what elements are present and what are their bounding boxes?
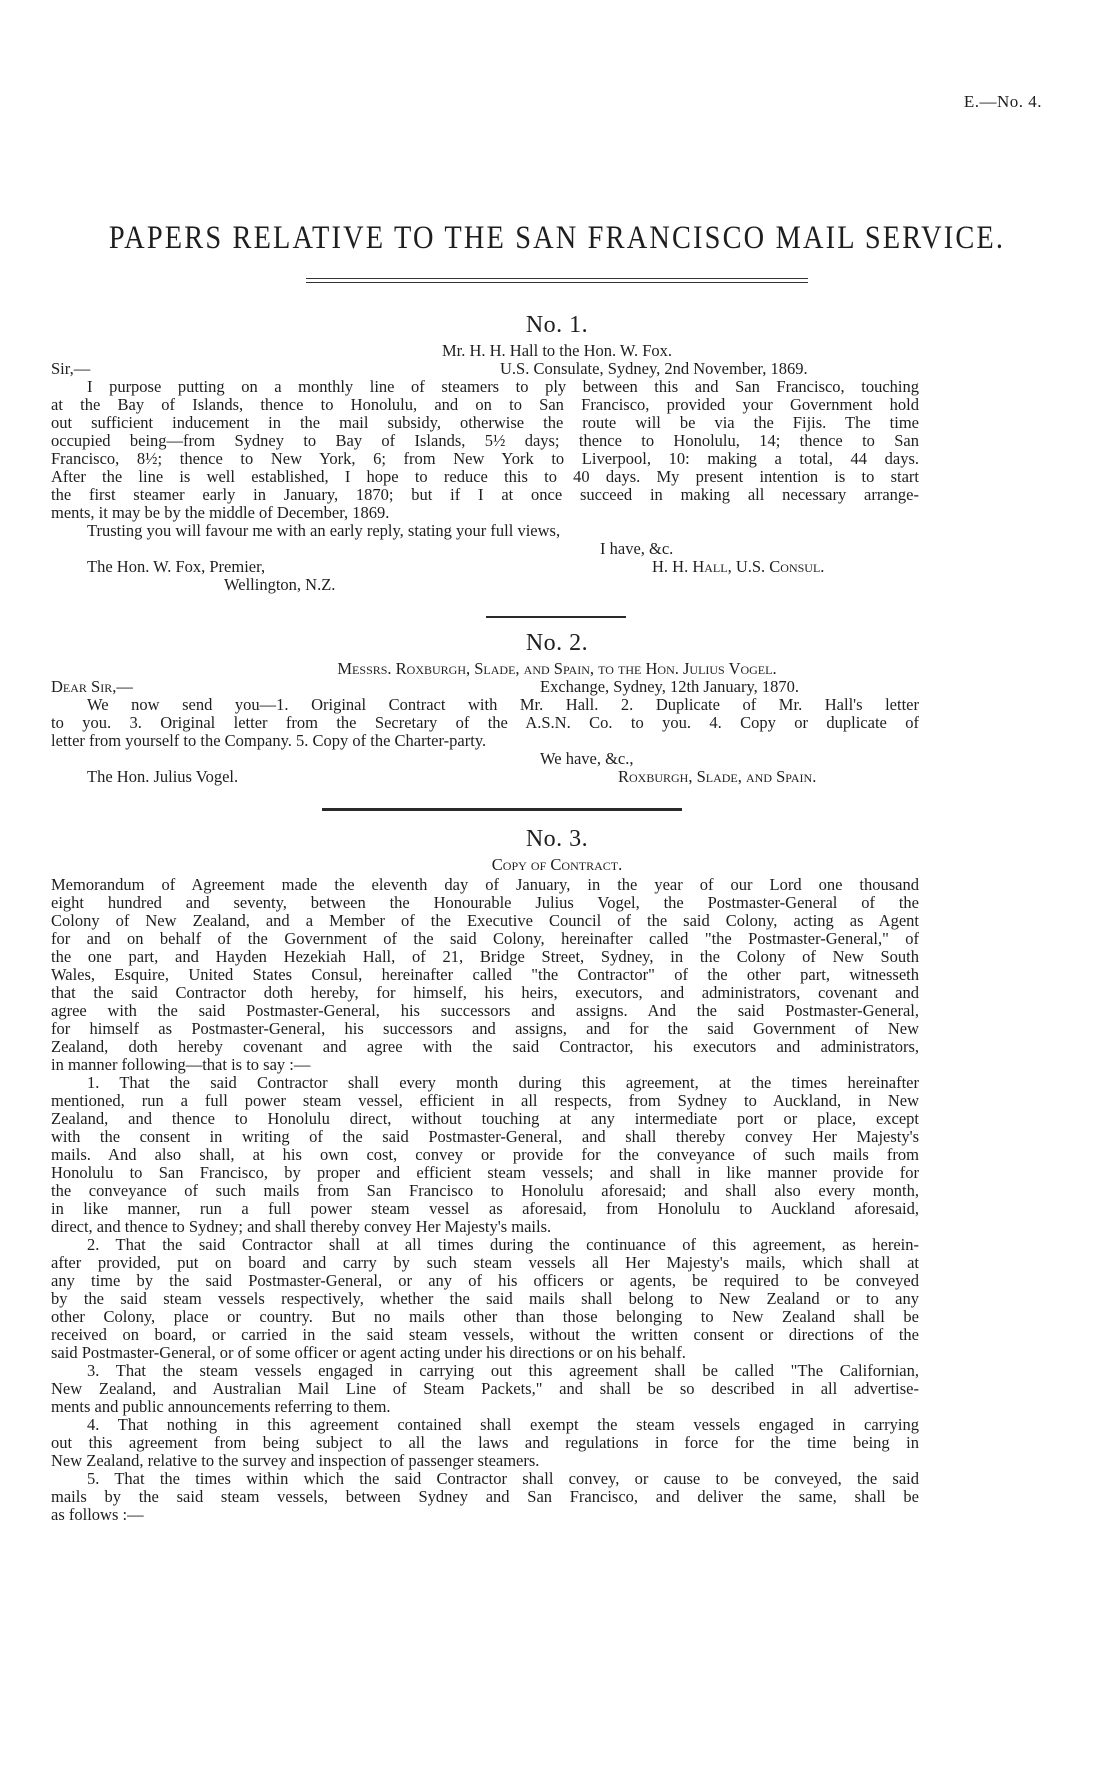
contract-line: said Postmaster-General, or of some officer or agent acting under his directions or on his behalf.: [51, 1343, 686, 1362]
letter-1-sign-off: I have, &c.: [600, 539, 674, 558]
letter-1-salutation: Sir,—: [51, 359, 91, 378]
letter-1-line: occupied being—from Sydney to Bay of Islands, 5½ days; thence to Honolulu, 14; thence to San: [51, 431, 919, 450]
contract-line: with the consent in writing of the said Postmaster-General, and shall thereby convey Her Majesty's: [51, 1127, 919, 1146]
contract-line: in like manner, run a full power steam vessel as aforesaid, from Honolulu to Auckland aforesaid,: [51, 1199, 919, 1218]
letter-2-sign-off: We have, &c.,: [540, 749, 634, 768]
section-divider: [486, 616, 626, 618]
contract-line: direct, and thence to Sydney; and shall thereby convey Her Majesty's mails.: [51, 1217, 552, 1236]
contract-line: ments and public announcements referring to them.: [51, 1397, 391, 1416]
letter-2-number: No. 2.: [525, 630, 589, 656]
letter-3-heading: Copy of Contract.: [491, 855, 623, 874]
contract-line: that the said Contractor doth hereby, for himself, his heirs, executors, and administrators, covenant and: [51, 983, 919, 1002]
contract-line: mails. And also shall, at his own cost, convey or provide for the conveyance of such mails from: [51, 1145, 919, 1164]
letter-1-line: at the Bay of Islands, thence to Honolulu, and on to San Francisco, provided your Government hold: [51, 395, 919, 414]
contract-line: received on board, or carried in the said steam vessels, without the written consent or directions of the: [51, 1325, 919, 1344]
letter-1-addressee: The Hon. W. Fox, Premier,: [87, 557, 266, 576]
contract-line: for and on behalf of the Government of the said Colony, hereinafter called "the Postmaster-General," of: [51, 929, 919, 948]
contract-clause-1: 1. That the said Contractor shall every month during this agreement, at the times hereinafter: [87, 1073, 919, 1092]
contract-line: Honolulu to San Francisco, by proper and efficient steam vessels; and shall in like manner provide for: [51, 1163, 919, 1182]
contract-line: out this agreement from being subject to all the laws and regulations in force for the time being in: [51, 1433, 919, 1452]
contract-clause-2: 2. That the said Contractor shall at all times during the continuance of this agreement, as herein-: [87, 1235, 919, 1254]
contract-line: by the said steam vessels respectively, whether the said mails shall belong to New Zealand or to any: [51, 1289, 919, 1308]
contract-line: the conveyance of such mails from San Francisco to Honolulu aforesaid; and shall also every month,: [51, 1181, 919, 1200]
contract-line: eight hundred and seventy, between the Honourable Julius Vogel, the Postmaster-General of the: [51, 893, 919, 912]
letter-3-number: No. 3.: [525, 826, 589, 852]
letter-2-line: letter from yourself to the Company. 5. Copy of the Charter-party.: [51, 731, 487, 750]
letter-1-line: After the line is well established, I hope to reduce this to 40 days. My present intention is to start: [51, 467, 919, 486]
contract-line: after provided, put on board and carry by such steam vessels all Her Majesty's mails, which shall at: [51, 1253, 919, 1272]
contract-line: New Zealand, and Australian Mail Line of Steam Packets," and shall be so described in all advertise-: [51, 1379, 919, 1398]
letter-2-signature: Roxburgh, Slade, and Spain.: [618, 767, 817, 786]
contract-clause-5: 5. That the times within which the said Contractor shall convey, or cause to be conveyed, the said: [87, 1469, 919, 1488]
contract-line: Memorandum of Agreement made the eleventh day of January, in the year of our Lord one thousand: [51, 875, 919, 894]
letter-1-line: Francisco, 8½; thence to New York, 6; from New York to Liverpool, 10: making a total, 44 days.: [51, 449, 919, 468]
contract-clause-4: 4. That nothing in this agreement contained shall exempt the steam vessels engaged in carrying: [87, 1415, 919, 1434]
contract-line: any time by the said Postmaster-General, or any of his officers or agents, be required to be conveyed: [51, 1271, 919, 1290]
letter-1-place-date: U.S. Consulate, Sydney, 2nd November, 1869.: [500, 359, 808, 378]
contract-line: Wales, Esquire, United States Consul, hereinafter called "the Contractor" of the other part, witnesseth: [51, 965, 919, 984]
contract-line: agree with the said Postmaster-General, his successors and assigns. And the said Postmaster-General,: [51, 1001, 919, 1020]
contract-line: other Colony, place or country. But no mails other than those belonging to New Zealand shall be: [51, 1307, 919, 1326]
page-reference: E.—No. 4.: [963, 92, 1042, 111]
letter-2-place-date: Exchange, Sydney, 12th January, 1870.: [540, 677, 800, 696]
letter-2-heading: Messrs. Roxburgh, Slade, and Spain, to the Hon. Julius Vogel.: [337, 659, 777, 678]
letter-1-line: the first steamer early in January, 1870; but if I at once succeed in making all necessary arrange-: [51, 485, 919, 504]
contract-line: the one part, and Hayden Hezekiah Hall, of 21, Bridge Street, Sydney, in the Colony of New South: [51, 947, 919, 966]
letter-1-number: No. 1.: [525, 312, 589, 338]
contract-line: mails by the said steam vessels, between Sydney and San Francisco, and deliver the same, shall be: [51, 1487, 919, 1506]
letter-2-salutation: Dear Sir,—: [51, 677, 133, 696]
letter-2-line: We now send you—1. Original Contract with Mr. Hall. 2. Duplicate of Mr. Hall's letter: [87, 695, 919, 714]
contract-line: for himself as Postmaster-General, his successors and assigns, and for the said Government of New: [51, 1019, 919, 1038]
letter-2-line: to you. 3. Original letter from the Secretary of the A.S.N. Co. to you. 4. Copy or duplicate of: [51, 713, 919, 732]
contract-line: in manner following—that is to say :—: [51, 1055, 311, 1074]
letter-1-heading: Mr. H. H. Hall to the Hon. W. Fox.: [441, 341, 673, 360]
section-divider: [322, 808, 682, 811]
contract-line: Zealand, and thence to Honolulu direct, without touching at any intermediate port or place, except: [51, 1109, 919, 1128]
letter-1-line: out sufficient inducement in the mail subsidy, otherwise the route will be via the Fijis. The time: [51, 413, 919, 432]
letter-1-addressee-place: Wellington, N.Z.: [224, 575, 336, 594]
contract-line: Zealand, doth hereby covenant and agree with the said Contractor, his executors and administrators,: [51, 1037, 919, 1056]
letter-1-line: ments, it may be by the middle of December, 1869.: [51, 503, 390, 522]
letter-1-closing: Trusting you will favour me with an early reply, stating your full views,: [87, 521, 561, 540]
contract-clause-3: 3. That the steam vessels engaged in carrying out this agreement shall be called "The Californian,: [87, 1361, 919, 1380]
letter-1-signature: H. H. Hall, U.S. Consul.: [652, 557, 825, 576]
contract-line: Colony of New Zealand, and a Member of the Executive Council of the said Colony, acting as Agent: [51, 911, 919, 930]
contract-line: as follows :—: [51, 1505, 144, 1524]
contract-line: New Zealand, relative to the survey and inspection of passenger steamers.: [51, 1451, 540, 1470]
letter-1-line: I purpose putting on a monthly line of steamers to ply between this and San Francisco, touching: [87, 377, 919, 396]
letter-2-addressee: The Hon. Julius Vogel.: [87, 767, 239, 786]
page-title: PAPERS RELATIVE TO THE SAN FRANCISCO MAIL SERVICE.: [108, 220, 1006, 256]
contract-line: mentioned, run a full power steam vessel, efficient in all respects, from Sydney to Auckland, in New: [51, 1091, 919, 1110]
title-divider: [306, 278, 808, 283]
